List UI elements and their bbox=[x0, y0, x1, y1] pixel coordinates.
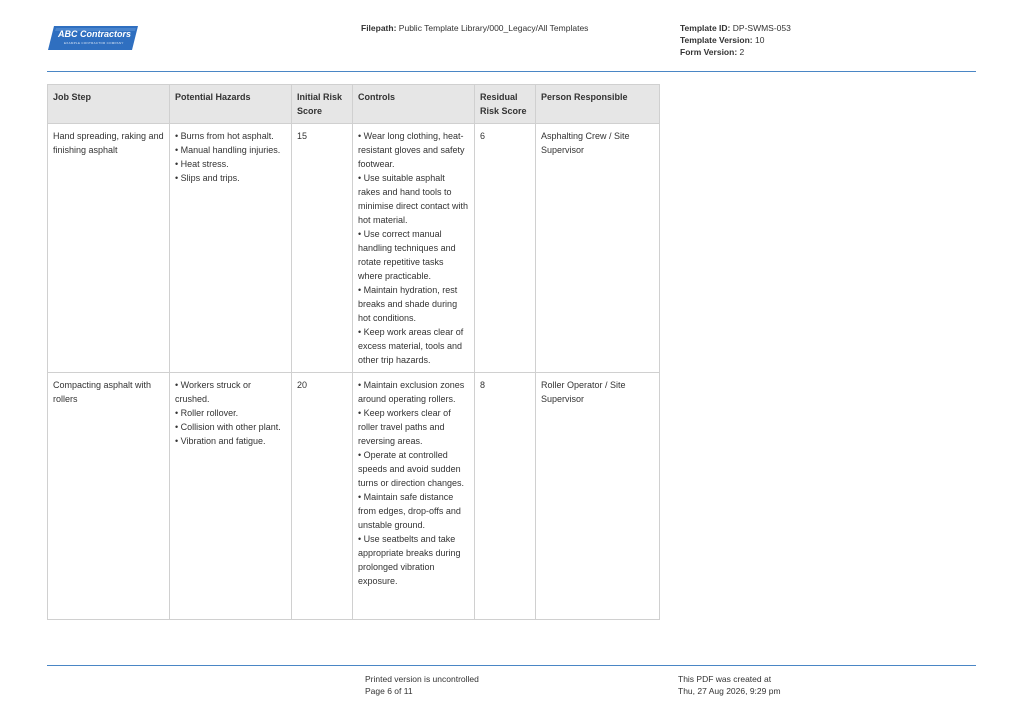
table-row bbox=[48, 373, 660, 620]
control-item: • Wear long clothing, heat-resistant gloves and safety footwear. bbox=[358, 131, 465, 169]
hazard-item: • Heat stress. bbox=[175, 159, 229, 169]
control-item: • Keep workers clear of roller travel paths and reversing areas. bbox=[358, 408, 451, 446]
footer-right bbox=[678, 673, 781, 697]
logo-text: ABC Contractors bbox=[58, 29, 132, 39]
col-job-step: Job Step bbox=[48, 85, 170, 124]
controls-cell bbox=[353, 124, 475, 373]
created-timestamp: Thu, 27 Aug 2026, 9:29 pm bbox=[678, 686, 781, 696]
header-divider bbox=[47, 71, 976, 72]
control-item: • Maintain safe distance from edges, drop-offs and unstable ground. bbox=[358, 492, 461, 530]
template-id-value: DP-SWMS-053 bbox=[732, 23, 791, 33]
initial-risk-cell: 20 bbox=[292, 373, 353, 620]
control-item: • Use correct manual handling techniques and rotate repetitive tasks where practicable. bbox=[358, 229, 456, 281]
filepath bbox=[361, 22, 588, 34]
uncontrolled-notice: Printed version is uncontrolled bbox=[365, 674, 479, 684]
job-step-cell: Hand spreading, raking and finishing asphalt bbox=[48, 124, 170, 373]
col-controls: Controls bbox=[353, 85, 475, 124]
control-item: • Operate at controlled speeds and avoid sudden turns or direction changes. bbox=[358, 450, 465, 488]
swms-table bbox=[47, 84, 660, 620]
control-item: • Maintain exclusion zones around operating rollers. bbox=[358, 380, 465, 404]
residual-risk-cell: 6 bbox=[475, 124, 536, 373]
filepath-value: Public Template Library/000_Legacy/All Templates bbox=[398, 23, 589, 33]
col-potential-hazards: Potential Hazards bbox=[170, 85, 292, 124]
page-number: Page 6 of 11 bbox=[365, 686, 413, 696]
template-id-label: Template ID: bbox=[680, 23, 731, 33]
col-residual-risk: Residual Risk Score bbox=[475, 85, 536, 124]
form-version-value: 2 bbox=[739, 47, 745, 57]
hazard-item: • Slips and trips. bbox=[175, 173, 240, 183]
filepath-label: Filepath: bbox=[361, 23, 397, 33]
hazard-item: • Collision with other plant. bbox=[175, 422, 281, 432]
residual-risk-cell: 8 bbox=[475, 373, 536, 620]
control-item: • Maintain hydration, rest breaks and shade during hot conditions. bbox=[358, 285, 458, 323]
footer-center bbox=[365, 673, 479, 697]
job-step-cell: Compacting asphalt with rollers bbox=[48, 373, 170, 620]
person-responsible-cell: Roller Operator / Site Supervisor bbox=[536, 373, 660, 620]
created-label: This PDF was created at bbox=[678, 674, 772, 684]
person-responsible-cell: Asphalting Crew / Site Supervisor bbox=[536, 124, 660, 373]
hazard-item: • Burns from hot asphalt. bbox=[175, 131, 274, 141]
hazard-item: • Workers struck or crushed. bbox=[175, 380, 251, 404]
logo-subtext: EXAMPLE CONTRACTOR COMPANY bbox=[64, 41, 124, 45]
table-header-row bbox=[48, 85, 660, 124]
template-version-label: Template Version: bbox=[680, 35, 753, 45]
footer-divider bbox=[47, 665, 976, 666]
template-version-value: 10 bbox=[754, 35, 765, 45]
control-item: • Use suitable asphalt rakes and hand tools to minimise direct contact with hot material. bbox=[358, 173, 469, 225]
hazards-cell bbox=[170, 373, 292, 620]
form-version-label: Form Version: bbox=[680, 47, 738, 57]
col-person-responsible: Person Responsible bbox=[536, 85, 660, 124]
col-initial-risk: Initial Risk Score bbox=[292, 85, 353, 124]
controls-cell bbox=[353, 373, 475, 620]
hazard-item: • Manual handling injuries. bbox=[175, 145, 281, 155]
initial-risk-cell: 15 bbox=[292, 124, 353, 373]
template-meta bbox=[680, 22, 791, 58]
hazard-item: • Vibration and fatigue. bbox=[175, 436, 266, 446]
control-item: • Use seatbelts and take appropriate breaks during prolonged vibration exposure. bbox=[358, 534, 461, 586]
hazards-cell bbox=[170, 124, 292, 373]
table-row bbox=[48, 124, 660, 373]
hazard-item: • Roller rollover. bbox=[175, 408, 239, 418]
control-item: • Keep work areas clear of excess material, tools and other trip hazards. bbox=[358, 327, 464, 365]
